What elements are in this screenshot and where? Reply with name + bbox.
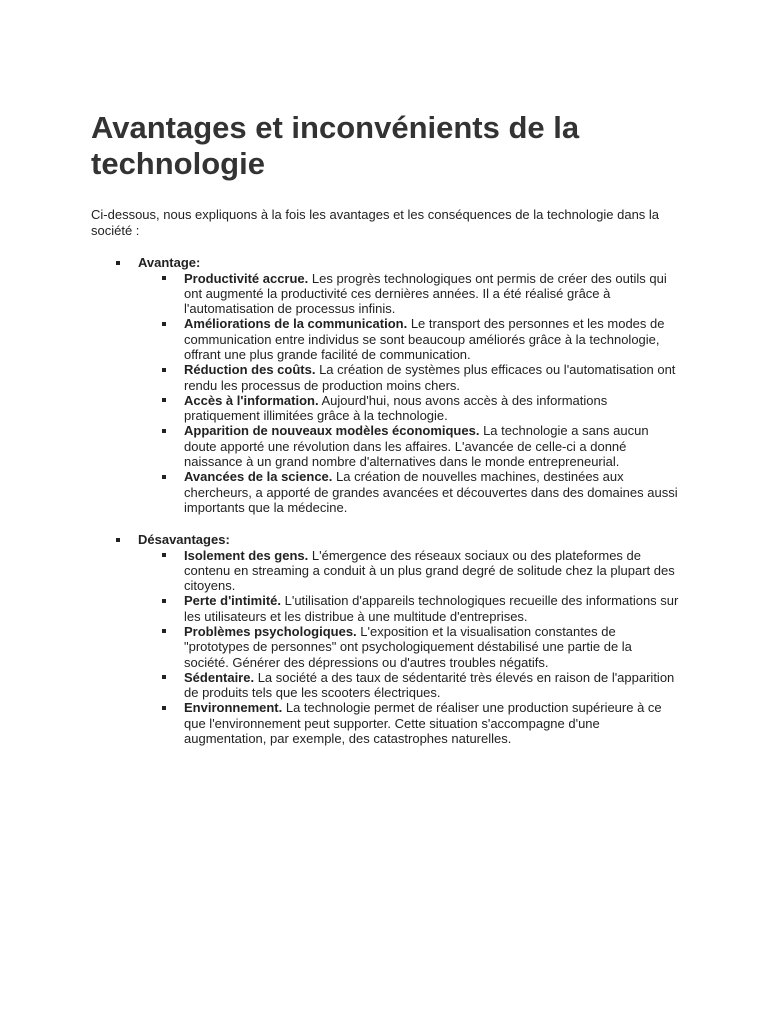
square-bullet-icon [162,429,166,433]
section-heading [91,255,691,271]
section-disadvantages [91,532,691,746]
item-term: Améliorations de la communication. [184,316,408,332]
square-bullet-icon [162,599,166,603]
section-heading [91,532,691,548]
item-text: Les progrès technologiques ont permis de créer des outils qui ont augmenté la productivité ces dernières années. Il a été réalisé grâce à l'automatisation de processus infinis. [184,270,667,317]
square-bullet-icon [162,398,166,402]
item-text: La technologie a sans aucun doute apporté une révolution dans les affaires. L'avancée de celle-ci a donné naissance à un grand nombre d'alternatives dans le monde entrepreneurial. [184,423,649,470]
item-text: L'utilisation d'appareils technologiques recueille des informations sur les utilisateurs et les distribue à une multitude d'entreprises. [184,593,679,624]
section-heading-label: Avantage: [138,255,201,270]
advantages-list [91,271,691,516]
square-bullet-icon [162,629,166,633]
item-text: L'émergence des réseaux sociaux ou des plateformes de contenu en streaming a conduit à un plus grand degré de solitude chez la plupart des citoyens. [184,547,675,594]
list-item [184,548,680,594]
list-item [184,316,680,362]
list-item [184,593,680,624]
disadvantages-list [91,548,691,747]
item-term: Apparition de nouveaux modèles économiques. [184,423,480,439]
list-item [184,393,680,424]
item-term: Réduction des coûts. [184,362,316,378]
item-term: Sédentaire. [184,669,255,685]
item-term: Accès à l'information. [184,392,319,408]
item-text: Aujourd'hui, nous avons accès à des informations pratiquement illimitées grâce à la technologie. [184,392,608,424]
square-bullet-icon [162,475,166,479]
list-item [184,700,680,746]
square-bullet-icon [162,276,166,280]
square-bullet-icon [162,675,166,679]
item-term: Problèmes psychologiques. [184,623,357,639]
square-bullet-icon [116,538,120,542]
square-bullet-icon [162,322,166,326]
item-term: Perte d'intimité. [184,593,281,609]
item-term: Isolement des gens. [184,547,309,563]
list-item [184,362,680,393]
list-item [184,469,680,515]
item-text: La création de systèmes plus efficaces ou l'automatisation ont rendu les processus de production moins chers. [184,362,676,393]
item-text: Le transport des personnes et les modes de communication entre individus se sont beaucoup améliorés grâce à la technologie, offrant une plus grande facilité de communication. [184,316,665,362]
section-heading-label: Désavantages: [138,532,230,547]
list-item [184,423,680,469]
list-item [184,670,680,701]
list-item [184,271,680,317]
section-advantages [91,255,691,515]
item-text: L'exposition et la visualisation constantes de "prototypes de personnes" ont psychologiquement déstabilisé une partie de la société. Générer des dépressions ou d'autres troubles négatifs. [184,623,632,670]
item-text: La technologie permet de réaliser une production supérieure à ce que l'environnement peut supporter. Cette situation s'accompagne d'une augmentation, par exemple, des catastrophes naturelles. [184,700,662,747]
item-term: Avancées de la science. [184,469,333,485]
square-bullet-icon [162,368,166,372]
item-text: La création de nouvelles machines, destinées aux chercheurs, a apporté de grandes avancées et découvertes dans des domaines aussi importants que la médecine. [184,469,678,515]
item-term: Productivité accrue. [184,270,309,286]
list-item [184,624,680,670]
square-bullet-icon [162,553,166,557]
item-text: La société a des taux de sédentarité très élevés en raison de l'apparition de produits tels que les scooters électriques. [184,669,675,701]
page-title: Avantages et inconvénients de la technologie [91,110,580,181]
intro-paragraph: Ci-dessous, nous expliquons à la fois les avantages et les conséquences de la technologie dans la société : [91,207,660,238]
item-term: Environnement. [184,700,283,716]
square-bullet-icon [116,261,120,265]
square-bullet-icon [162,706,166,710]
